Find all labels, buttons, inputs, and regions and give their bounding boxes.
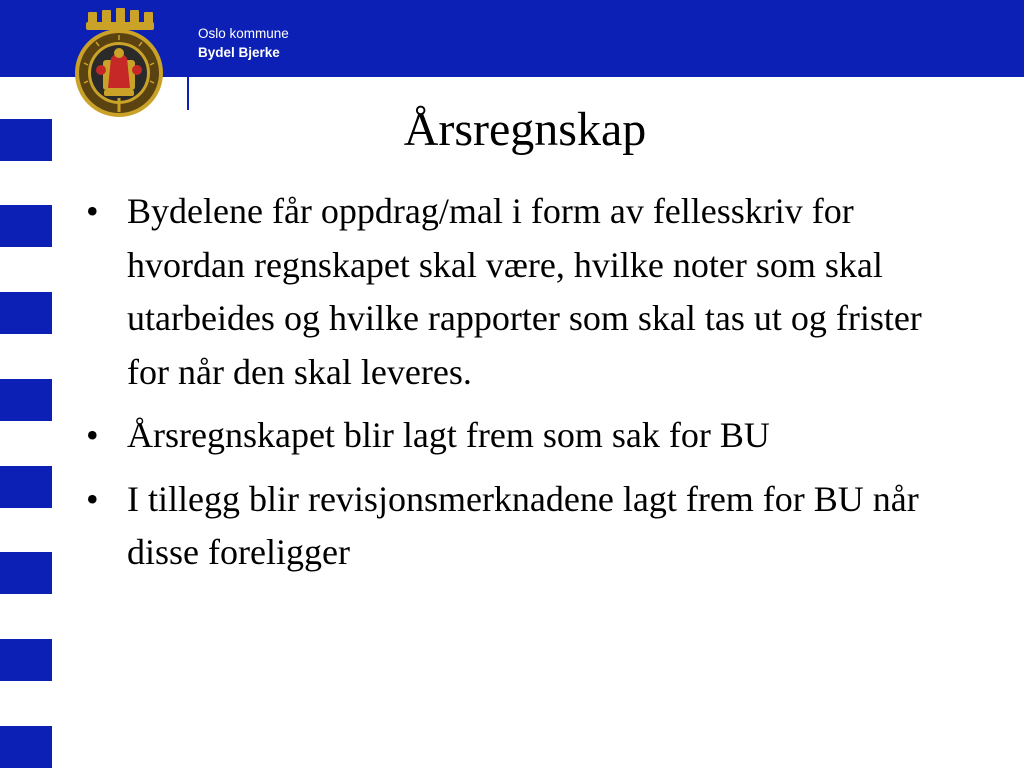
header-divider [187,17,189,110]
oslo-city-seal-icon [70,8,168,118]
bullet-text: Årsregnskapet blir lagt frem som sak for BU [127,415,770,455]
org-unit: Bydel Bjerke [198,45,280,60]
bullet-list [80,185,930,590]
side-block [0,379,52,421]
side-block [0,726,52,768]
bullet-icon: • [86,415,99,455]
side-decoration [0,0,52,768]
bullet-icon: • [86,478,99,519]
bullet-item [80,185,930,399]
bullet-text: Bydelene får oppdrag/mal i form av fellesskriv for hvordan regnskapet skal være, hvilke noter som skal utarbeides og hvilke rapporter som skal tas ut og frister for når den skal leveres. [127,191,922,392]
org-name: Oslo kommune [198,26,289,41]
bullet-icon: • [86,191,99,231]
bullet-text: I tillegg blir revisjonsmerknadene lagt frem for BU når disse foreligger [127,478,919,572]
bullet-item [80,409,930,463]
side-block [0,205,52,247]
slide-title: Årsregnskap [403,103,647,156]
bullet-item [80,473,930,580]
side-block [0,292,52,334]
side-block [0,119,52,161]
side-block [0,466,52,508]
side-block [0,552,52,594]
side-block [0,639,52,681]
